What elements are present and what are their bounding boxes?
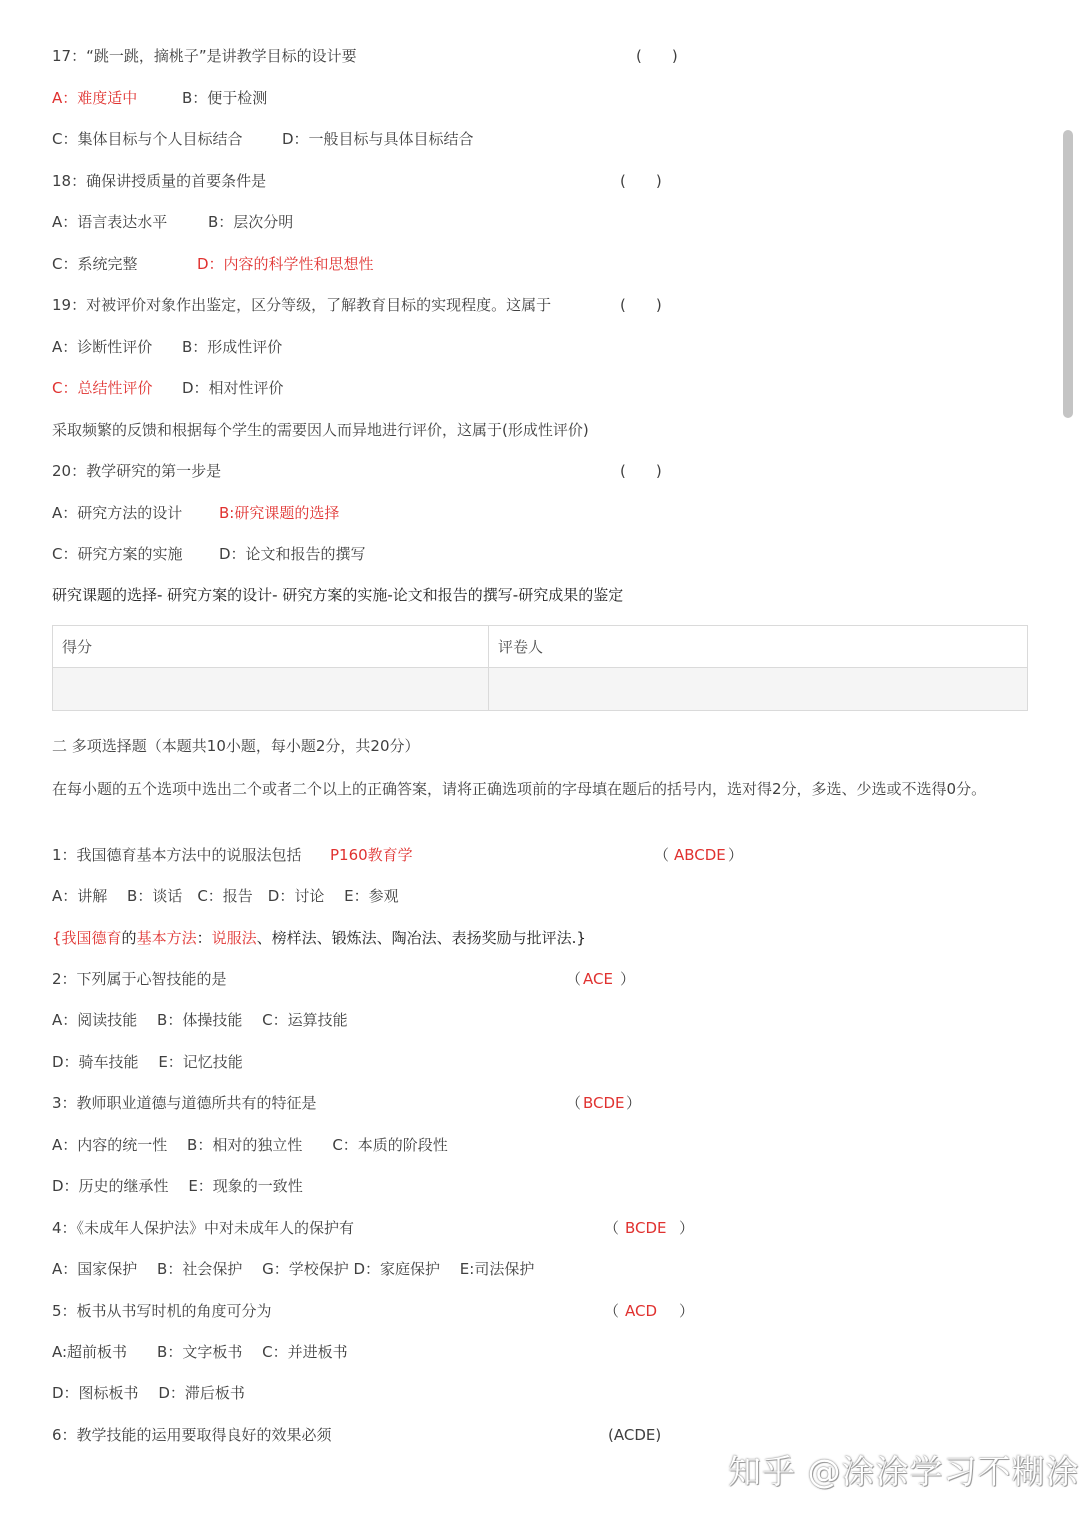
options: A：讲解 B：谈话 C：报告 D：讨论 E：参观 bbox=[52, 887, 399, 905]
answer-close: ） bbox=[728, 846, 744, 864]
options: D：历史的继承性 E：现象的一致性 bbox=[52, 1177, 303, 1195]
question-stem: 18：确保讲授质量的首要条件是 bbox=[52, 172, 267, 190]
answer-bracket: ( ) bbox=[620, 296, 662, 314]
answer-open: （ bbox=[566, 970, 582, 988]
note-part: ： bbox=[196, 929, 212, 947]
answer-bracket: ( ) bbox=[636, 47, 678, 65]
option-c: C：集体目标与个人目标结合 bbox=[52, 130, 243, 148]
scrollbar-thumb[interactable] bbox=[1063, 130, 1073, 418]
question-stem: 2：下列属于心智技能的是 bbox=[52, 970, 227, 988]
option-a: A：语言表达水平 bbox=[52, 213, 168, 231]
grader-cell bbox=[489, 668, 1027, 710]
option-d-correct: D：内容的科学性和思想性 bbox=[197, 255, 374, 273]
note-part: 说服法 bbox=[211, 929, 257, 947]
question-stem: 4：《未成年人保护法》中对未成年人的保护有 bbox=[52, 1219, 355, 1237]
score-cell bbox=[53, 668, 489, 710]
answer-close: ） bbox=[620, 970, 636, 988]
answer-open: （ bbox=[604, 1219, 620, 1237]
question-stem: 17：“跳一跳，摘桃子”是讲教学目标的设计要 bbox=[52, 47, 357, 65]
question-stem: 6：教学技能的运用要取得良好的效果必须 bbox=[52, 1426, 332, 1444]
explanation-note: 采取频繁的反馈和根据每个学生的需要因人而异地进行评价，这属于(形成性评价) bbox=[52, 421, 589, 439]
zhihu-watermark: 知乎 @涂涂学习不糊涂 bbox=[728, 1452, 1080, 1491]
mq1-note bbox=[52, 927, 586, 949]
answer-bracket: ( ) bbox=[620, 462, 662, 480]
option-d: D：相对性评价 bbox=[182, 379, 284, 397]
options: D：骑车技能 E：记忆技能 bbox=[52, 1053, 243, 1071]
option-b: B：便于检测 bbox=[182, 89, 268, 107]
note-part: 基本方法 bbox=[136, 929, 197, 947]
question-stem: 5：板书从书写时机的角度可分为 bbox=[52, 1302, 272, 1320]
question-stem: 20：教学研究的第一步是 bbox=[52, 462, 222, 480]
score-header: 得分 bbox=[53, 626, 489, 668]
option-a-correct: A：难度适中 bbox=[52, 89, 138, 107]
section-instruction: 在每小题的五个选项中选出二个或者二个以上的正确答案，请将正确选项前的字母填在题后的括号内，选对得2分，多选、少选或不选得0分。 bbox=[52, 780, 987, 798]
answer-value: BCDE bbox=[625, 1219, 667, 1237]
score-table bbox=[52, 625, 1028, 711]
note-part: 、榜样法、锻炼法、陶冶法、表扬奖励与批评法.} bbox=[256, 929, 586, 947]
question-stem: 1：我国德育基本方法中的说服法包括 bbox=[52, 846, 302, 864]
note-part: 的 bbox=[121, 929, 137, 947]
answer-bracket: ( ) bbox=[620, 172, 662, 190]
answer-close: ） bbox=[626, 1094, 642, 1112]
option-a: A：诊断性评价 bbox=[52, 338, 153, 356]
answer-value: ACD bbox=[625, 1302, 658, 1320]
option-c-correct: C：总结性评价 bbox=[52, 379, 153, 397]
explanation-note: 研究课题的选择- 研究方案的设计- 研究方案的实施-论文和报告的撰写-研究成果的鉴定 bbox=[52, 586, 624, 604]
question-stem: 3：教师职业道德与道德所共有的特征是 bbox=[52, 1094, 317, 1112]
answer-close: ） bbox=[679, 1302, 695, 1320]
reference-note: P160教育学 bbox=[330, 846, 413, 864]
answer-close: ） bbox=[679, 1219, 695, 1237]
option-c: C：系统完整 bbox=[52, 255, 138, 273]
option-c: C：研究方案的实施 bbox=[52, 545, 183, 563]
answer-value: ABCDE bbox=[674, 846, 726, 864]
answer-open: （ bbox=[604, 1302, 620, 1320]
options: D：图标板书 D：滞后板书 bbox=[52, 1384, 245, 1402]
options: A：阅读技能 B：体操技能 C：运算技能 bbox=[52, 1011, 348, 1029]
grader-header: 评卷人 bbox=[489, 626, 1027, 668]
answer-value: BCDE bbox=[583, 1094, 625, 1112]
option-d: D：一般目标与具体目标结合 bbox=[282, 130, 474, 148]
options: A：国家保护 B：社会保护 G：学校保护 D：家庭保护 E:司法保护 bbox=[52, 1260, 535, 1278]
vertical-scrollbar[interactable] bbox=[1058, 0, 1080, 1518]
answer-value: ACE bbox=[583, 970, 613, 988]
question-stem: 19：对被评价对象作出鉴定，区分等级，了解教育目标的实现程度。这属于 bbox=[52, 296, 552, 314]
option-b: B：层次分明 bbox=[208, 213, 294, 231]
note-part: {我国德育 bbox=[52, 929, 122, 947]
answer-open: （ bbox=[566, 1094, 582, 1112]
option-b: B：形成性评价 bbox=[182, 338, 283, 356]
option-a: A：研究方法的设计 bbox=[52, 504, 183, 522]
option-b-correct: B:研究课题的选择 bbox=[219, 504, 340, 522]
answer-open: （ bbox=[654, 846, 670, 864]
options: A:超前板书 B：文字板书 C：并进板书 bbox=[52, 1343, 348, 1361]
options: A：内容的统一性 B：相对的独立性 C：本质的阶段性 bbox=[52, 1136, 448, 1154]
answer-value: (ACDE) bbox=[608, 1426, 662, 1444]
option-d: D：论文和报告的撰写 bbox=[219, 545, 366, 563]
section-2-title: 二 多项选择题（本题共10小题，每小题2分，共20分） bbox=[52, 737, 420, 755]
